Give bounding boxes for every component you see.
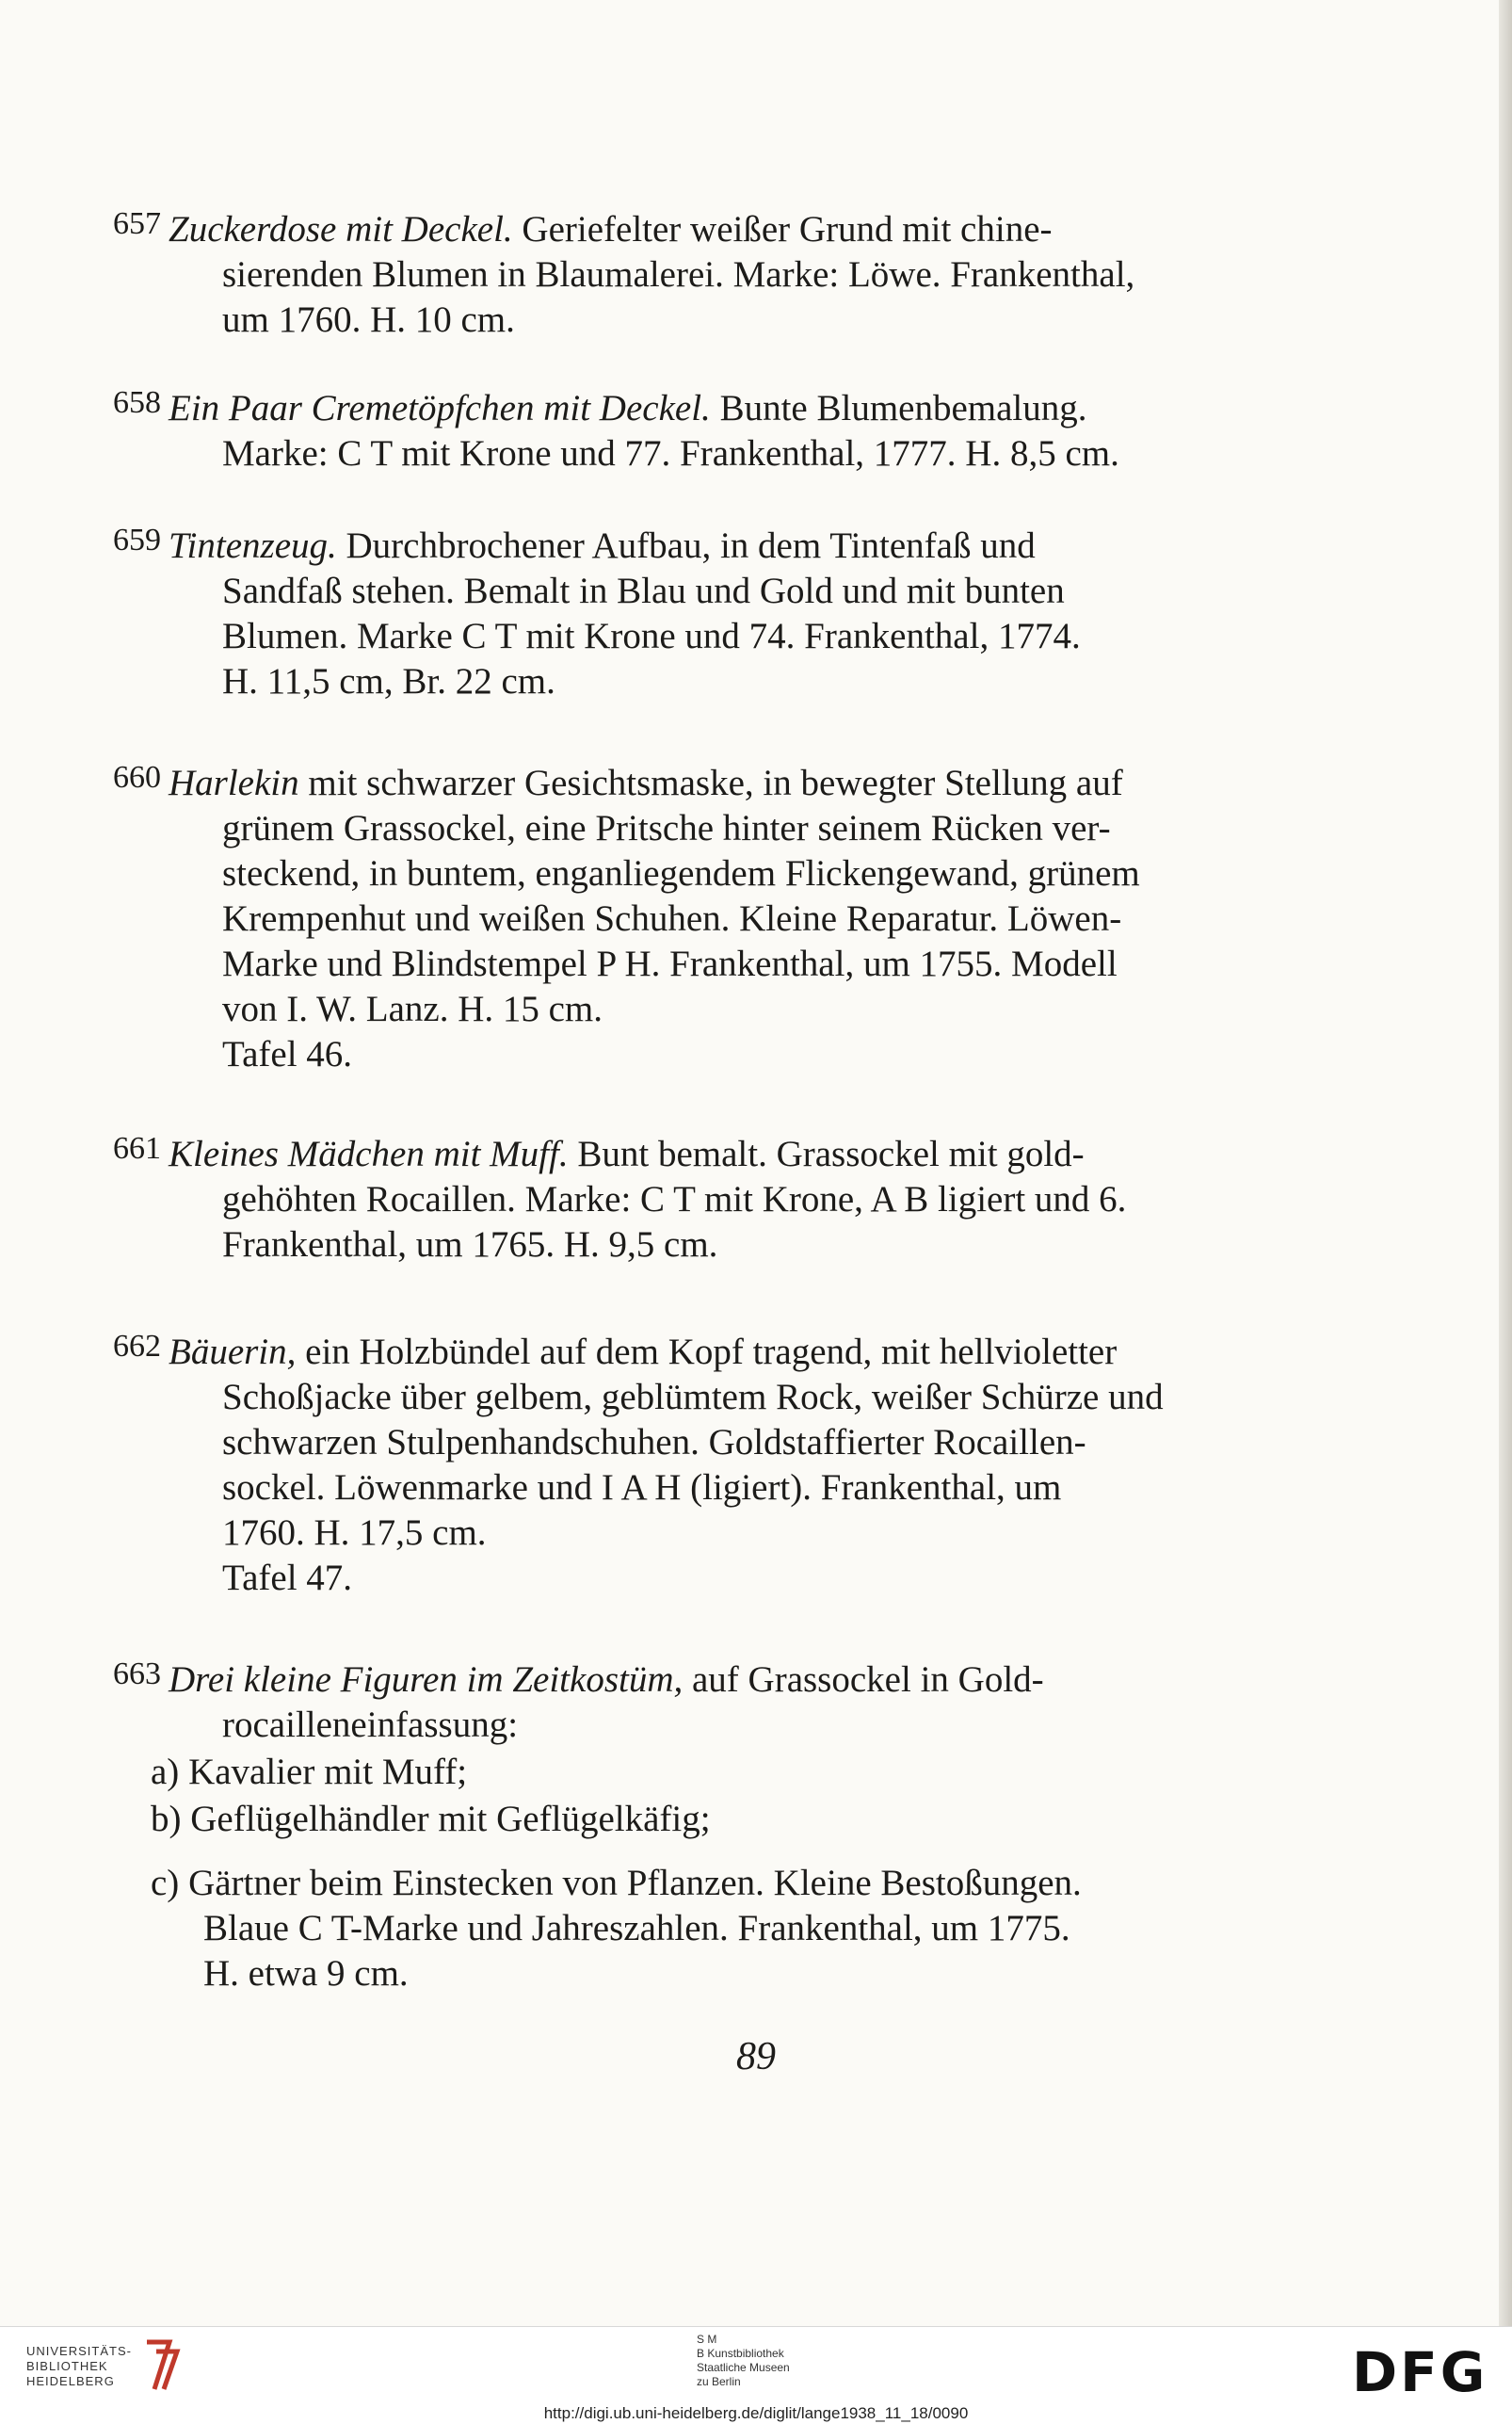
- library-logo-icon: [141, 2338, 183, 2393]
- entry-title: Kleines Mädchen mit Muff.: [169, 1134, 569, 1174]
- entry-line: Blumen. Marke C T mit Krone und 74. Frankenthal, 1774.: [222, 616, 1081, 656]
- entry-text: ein Holzbündel auf dem Kopf tragend, mit hellvioletter: [296, 1332, 1118, 1372]
- entry-text: mit schwarzer Gesichtsmaske, in bewegter Stellung auf: [298, 763, 1123, 803]
- subitem-text: Gärtner beim Einstecken von Pflanzen. Kleine Bestoßungen.: [188, 1863, 1082, 1903]
- entry-line: gehöhten Rocaillen. Marke: C T mit Krone, A B ligiert und 6.: [222, 1179, 1127, 1220]
- subitem-line: H. etwa 9 cm.: [203, 1953, 409, 1994]
- entry-line: Frankenthal, um 1765. H. 9,5 cm.: [222, 1224, 718, 1265]
- entry-number: 660: [113, 760, 161, 795]
- entry-text: auf Grassockel in Gold-: [683, 1659, 1044, 1700]
- partner-credit-line: B Kunstbibliothek: [697, 2347, 784, 2360]
- catalog-entry-663: [113, 1657, 1205, 1748]
- catalog-entry-661: [113, 1132, 1205, 1268]
- entry-text: Bunte Blumenbemalung.: [710, 388, 1087, 428]
- entry-line: rocailleneinfassung:: [222, 1705, 519, 1745]
- partner-credit: [697, 2333, 790, 2389]
- catalog-entry-658: [113, 386, 1205, 477]
- entry-title: Ein Paar Cremetöpfchen mit Deckel.: [169, 388, 711, 428]
- library-name-line: UNIVERSITÄTS-: [26, 2344, 132, 2358]
- library-name-line: HEIDELBERG: [26, 2374, 115, 2388]
- catalog-entry-662: [113, 1330, 1205, 1601]
- entry-number: 661: [113, 1131, 161, 1166]
- entry-title: Zuckerdose mit Deckel.: [169, 209, 513, 250]
- entry-text: Geriefelter weißer Grund mit chine-: [512, 209, 1053, 250]
- plate-reference: Tafel 46.: [222, 1034, 353, 1075]
- subitem-b: [151, 1797, 1205, 1842]
- page-edge: [1499, 0, 1512, 2326]
- partner-credit-line: Staatliche Museen: [697, 2361, 790, 2374]
- viewer-footer: [0, 2326, 1512, 2424]
- partner-credit-line: zu Berlin: [697, 2375, 741, 2388]
- entry-title: Tintenzeug.: [169, 525, 337, 566]
- entry-line: Krempenhut und weißen Schuhen. Kleine Reparatur. Löwen-: [222, 898, 1122, 939]
- subitem-label: b): [151, 1799, 182, 1839]
- entry-number: 662: [113, 1329, 161, 1364]
- subitem-c: [151, 1861, 1205, 1996]
- entry-title: Harlekin: [169, 763, 299, 803]
- library-name: [26, 2344, 132, 2389]
- entry-line: Sandfaß stehen. Bemalt in Blau und Gold und mit bunten: [222, 571, 1065, 611]
- partner-credit-line: S M: [697, 2333, 717, 2346]
- permalink[interactable]: http://digi.ub.uni-heidelberg.de/diglit/lange1938_11_18/0090: [543, 2404, 969, 2422]
- entry-line: um 1760. H. 10 cm.: [222, 299, 515, 340]
- page-number: 89: [736, 2035, 776, 2078]
- subitem-text: Geflügelhändler mit Geflügelkäfig;: [190, 1799, 711, 1839]
- subitem-a: [151, 1750, 1205, 1795]
- entry-line: grünem Grassockel, eine Pritsche hinter seinem Rücken ver-: [222, 808, 1111, 848]
- subitem-text: Kavalier mit Muff;: [188, 1752, 468, 1792]
- entry-line: H. 11,5 cm, Br. 22 cm.: [222, 661, 555, 702]
- entry-line: Marke und Blindstempel P H. Frankenthal, um 1755. Modell: [222, 944, 1118, 984]
- entry-line: sockel. Löwenmarke und I A H (ligiert). Frankenthal, um: [222, 1467, 1062, 1508]
- entry-line: 1760. H. 17,5 cm.: [222, 1512, 487, 1553]
- entry-text: Bunt bemalt. Grassockel mit gold-: [568, 1134, 1085, 1174]
- entry-number: 663: [113, 1656, 161, 1691]
- entry-line: sierenden Blumen in Blaumalerei. Marke: Löwe. Frankenthal,: [222, 254, 1135, 295]
- entry-line: Marke: C T mit Krone und 77. Frankenthal, 1777. H. 8,5 cm.: [222, 433, 1119, 474]
- entry-title: Bäuerin,: [169, 1332, 297, 1372]
- entry-number: 658: [113, 385, 161, 420]
- entry-line: Schoßjacke über gelbem, geblümtem Rock, weißer Schürze und: [222, 1377, 1164, 1417]
- catalog-entry-657: [113, 207, 1205, 343]
- entry-number: 657: [113, 206, 161, 241]
- plate-reference: Tafel 47.: [222, 1558, 353, 1598]
- entry-line: steckend, in buntem, enganliegendem Flickengewand, grünem: [222, 853, 1140, 894]
- subitem-line: Blaue C T-Marke und Jahreszahlen. Frankenthal, um 1775.: [203, 1908, 1070, 1948]
- catalog-entry-659: [113, 524, 1205, 704]
- subitem-label: c): [151, 1863, 180, 1903]
- entry-line: von I. W. Lanz. H. 15 cm.: [222, 989, 603, 1029]
- library-name-line: BIBLIOTHEK: [26, 2359, 108, 2373]
- entry-number: 659: [113, 523, 161, 558]
- entry-title: Drei kleine Figuren im Zeitkostüm,: [169, 1659, 684, 1700]
- catalog-entry-660: [113, 761, 1205, 1077]
- subitem-label: a): [151, 1752, 180, 1792]
- entry-line: schwarzen Stulpenhandschuhen. Goldstaffierter Rocaillen-: [222, 1422, 1086, 1462]
- dfg-logo: DFG: [1352, 2340, 1488, 2404]
- entry-text: Durchbrochener Aufbau, in dem Tintenfaß und: [336, 525, 1036, 566]
